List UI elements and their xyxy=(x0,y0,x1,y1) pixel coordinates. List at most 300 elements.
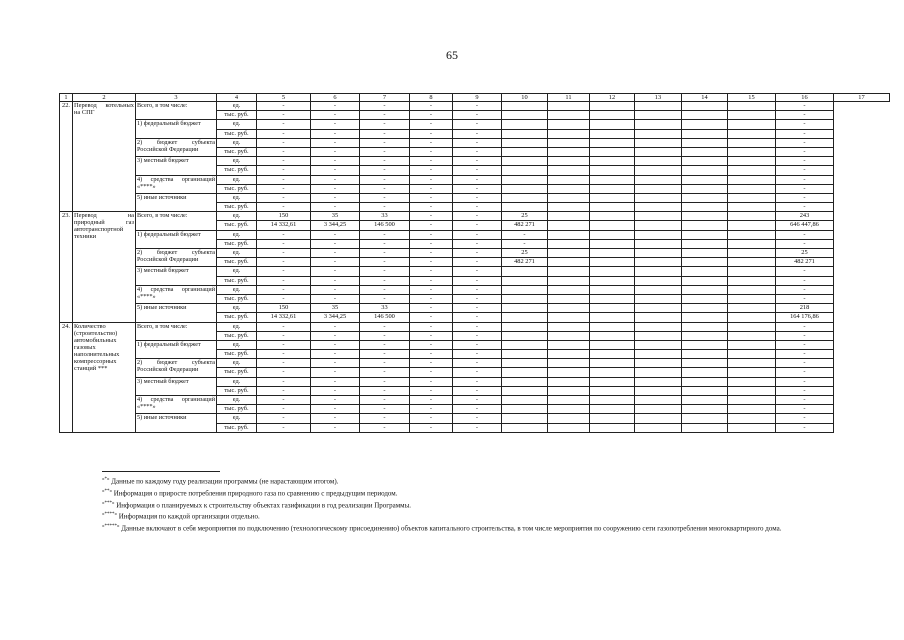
unit-cell: ед. xyxy=(217,396,257,405)
value-cell xyxy=(635,221,682,230)
value-cell: - xyxy=(360,294,410,303)
value-cell xyxy=(728,414,776,423)
value-cell: - xyxy=(410,368,453,377)
value-cell: - xyxy=(776,239,834,248)
value-cell: - xyxy=(776,111,834,120)
value-cell xyxy=(635,147,682,156)
funding-source-cell: 1) федеральный бюджет xyxy=(136,340,217,358)
value-cell: - xyxy=(257,157,311,166)
value-cell xyxy=(548,111,590,120)
value-cell: - xyxy=(257,414,311,423)
value-cell xyxy=(635,267,682,276)
value-cell: - xyxy=(360,184,410,193)
value-cell: 243 xyxy=(776,212,834,221)
table-row xyxy=(60,304,890,313)
value-cell xyxy=(502,368,548,377)
table-row xyxy=(60,230,890,239)
value-cell: - xyxy=(257,166,311,175)
value-cell: - xyxy=(776,386,834,395)
section-number-cell: 24. xyxy=(60,322,73,432)
footnote xyxy=(62,475,842,487)
value-cell: - xyxy=(453,157,502,166)
value-cell: - xyxy=(410,267,453,276)
value-cell xyxy=(682,276,728,285)
value-cell xyxy=(682,129,728,138)
value-cell: - xyxy=(257,294,311,303)
value-cell: - xyxy=(410,258,453,267)
unit-cell: тыс. руб. xyxy=(217,294,257,303)
value-cell xyxy=(548,285,590,294)
value-cell xyxy=(728,102,776,111)
value-cell xyxy=(728,313,776,322)
value-cell xyxy=(590,276,635,285)
value-cell xyxy=(682,414,728,423)
value-cell xyxy=(502,138,548,147)
value-cell: - xyxy=(360,368,410,377)
value-cell xyxy=(548,340,590,349)
value-cell xyxy=(635,313,682,322)
value-cell: - xyxy=(257,147,311,156)
value-cell: 14 332,61 xyxy=(257,221,311,230)
value-cell xyxy=(635,359,682,368)
value-cell xyxy=(548,294,590,303)
unit-cell: ед. xyxy=(217,322,257,331)
value-cell: - xyxy=(257,258,311,267)
value-cell xyxy=(635,340,682,349)
value-cell: - xyxy=(410,405,453,414)
value-cell xyxy=(548,313,590,322)
footnotes xyxy=(62,471,842,534)
value-cell xyxy=(502,350,548,359)
value-cell xyxy=(728,166,776,175)
unit-cell: тыс. руб. xyxy=(217,239,257,248)
funding-source-cell: 4) средства организаций «****» xyxy=(136,285,217,303)
value-cell xyxy=(728,267,776,276)
value-cell xyxy=(635,157,682,166)
value-cell xyxy=(590,138,635,147)
value-cell: - xyxy=(453,239,502,248)
value-cell: - xyxy=(776,377,834,386)
value-cell: - xyxy=(453,147,502,156)
value-cell xyxy=(590,129,635,138)
value-cell xyxy=(590,184,635,193)
value-cell: - xyxy=(453,129,502,138)
value-cell: - xyxy=(776,285,834,294)
value-cell xyxy=(728,120,776,129)
value-cell: - xyxy=(311,120,360,129)
value-cell xyxy=(682,386,728,395)
value-cell xyxy=(682,340,728,349)
value-cell: - xyxy=(453,175,502,184)
value-cell xyxy=(590,313,635,322)
unit-cell: ед. xyxy=(217,212,257,221)
value-cell: - xyxy=(257,276,311,285)
unit-cell: тыс. руб. xyxy=(217,258,257,267)
value-cell xyxy=(590,166,635,175)
value-cell: - xyxy=(453,249,502,258)
column-number-cell: 5 xyxy=(257,94,311,102)
table-row xyxy=(60,267,890,276)
value-cell xyxy=(548,102,590,111)
value-cell xyxy=(728,129,776,138)
value-cell xyxy=(590,368,635,377)
section-label-cell: Количество (строительство) автомобильных газовых наполнительных компрессорных станций *** xyxy=(73,322,136,432)
column-number-cell: 8 xyxy=(410,94,453,102)
footnote-text: Информация по каждой организации отдельно. xyxy=(118,512,260,521)
value-cell: - xyxy=(360,166,410,175)
value-cell xyxy=(548,322,590,331)
value-cell: - xyxy=(311,359,360,368)
value-cell xyxy=(548,129,590,138)
value-cell: - xyxy=(360,258,410,267)
unit-cell: ед. xyxy=(217,267,257,276)
unit-cell: тыс. руб. xyxy=(217,184,257,193)
unit-cell: тыс. руб. xyxy=(217,111,257,120)
table-row xyxy=(60,285,890,294)
value-cell xyxy=(590,423,635,432)
value-cell: - xyxy=(776,276,834,285)
value-cell: - xyxy=(311,175,360,184)
value-cell xyxy=(502,331,548,340)
value-cell xyxy=(502,340,548,349)
value-cell xyxy=(590,221,635,230)
value-cell xyxy=(635,212,682,221)
value-cell: - xyxy=(360,157,410,166)
value-cell xyxy=(502,102,548,111)
value-cell: 482 271 xyxy=(502,258,548,267)
value-cell: - xyxy=(257,340,311,349)
value-cell xyxy=(682,258,728,267)
footnote-text: Информация о приросте потребления природного газа по сравнению с предыдущим периодом. xyxy=(113,489,398,498)
funding-source-cell: 3) местный бюджет xyxy=(136,377,217,395)
value-cell: - xyxy=(257,386,311,395)
value-cell: - xyxy=(257,249,311,258)
value-cell: - xyxy=(453,405,502,414)
funding-source-cell: 4) средства организаций «****» xyxy=(136,175,217,193)
value-cell: 14 332,61 xyxy=(257,313,311,322)
value-cell: - xyxy=(776,193,834,202)
value-cell: - xyxy=(776,414,834,423)
value-cell xyxy=(682,239,728,248)
value-cell: - xyxy=(776,331,834,340)
column-number-cell: 12 xyxy=(590,94,635,102)
value-cell: - xyxy=(311,267,360,276)
value-cell: - xyxy=(257,193,311,202)
value-cell: - xyxy=(776,138,834,147)
value-cell xyxy=(590,294,635,303)
value-cell xyxy=(635,102,682,111)
unit-cell: тыс. руб. xyxy=(217,405,257,414)
value-cell: 35 xyxy=(311,212,360,221)
value-cell xyxy=(635,368,682,377)
unit-cell: тыс. руб. xyxy=(217,129,257,138)
section-number-cell: 23. xyxy=(60,212,73,322)
column-number-cell: 2 xyxy=(73,94,136,102)
unit-cell: тыс. руб. xyxy=(217,276,257,285)
value-cell xyxy=(728,193,776,202)
value-cell xyxy=(635,423,682,432)
footnote-mark: «*****» xyxy=(102,524,120,530)
value-cell: - xyxy=(410,203,453,212)
value-cell: - xyxy=(453,423,502,432)
value-cell: - xyxy=(410,230,453,239)
value-cell xyxy=(548,267,590,276)
value-cell: - xyxy=(311,276,360,285)
table-row xyxy=(60,157,890,166)
value-cell xyxy=(728,184,776,193)
value-cell xyxy=(728,331,776,340)
value-cell xyxy=(682,184,728,193)
value-cell: 150 xyxy=(257,212,311,221)
value-cell: 25 xyxy=(776,249,834,258)
value-cell: - xyxy=(360,350,410,359)
value-cell xyxy=(635,120,682,129)
funding-source-cell: Всего, в том числе: xyxy=(136,322,217,340)
value-cell: - xyxy=(776,166,834,175)
footnote-text: Данные по каждому году реализации программы (не нарастающим итогом). xyxy=(111,477,339,486)
value-cell: - xyxy=(776,230,834,239)
value-cell: - xyxy=(410,377,453,386)
value-cell: - xyxy=(776,120,834,129)
table-row xyxy=(60,120,890,129)
value-cell xyxy=(728,138,776,147)
value-cell xyxy=(682,331,728,340)
value-cell xyxy=(682,212,728,221)
value-cell: - xyxy=(410,294,453,303)
unit-cell: ед. xyxy=(217,157,257,166)
value-cell xyxy=(590,102,635,111)
value-cell xyxy=(635,294,682,303)
value-cell xyxy=(502,157,548,166)
value-cell xyxy=(682,249,728,258)
table-row xyxy=(60,175,890,184)
value-cell: - xyxy=(453,267,502,276)
value-cell: - xyxy=(776,350,834,359)
value-cell: 25 xyxy=(502,212,548,221)
value-cell: - xyxy=(410,331,453,340)
value-cell: - xyxy=(410,212,453,221)
table-row xyxy=(60,340,890,349)
value-cell: - xyxy=(360,129,410,138)
table-row xyxy=(60,414,890,423)
value-cell: - xyxy=(311,193,360,202)
value-cell: - xyxy=(311,294,360,303)
column-number-cell: 4 xyxy=(217,94,257,102)
value-cell: - xyxy=(776,147,834,156)
value-cell: - xyxy=(360,285,410,294)
value-cell xyxy=(728,157,776,166)
value-cell xyxy=(728,340,776,349)
unit-cell: тыс. руб. xyxy=(217,203,257,212)
column-number-row xyxy=(60,94,890,102)
value-cell: - xyxy=(257,175,311,184)
value-cell xyxy=(502,313,548,322)
unit-cell: тыс. руб. xyxy=(217,423,257,432)
unit-cell: тыс. руб. xyxy=(217,166,257,175)
value-cell: 33 xyxy=(360,304,410,313)
value-cell: - xyxy=(311,138,360,147)
value-cell xyxy=(502,184,548,193)
value-cell: - xyxy=(360,111,410,120)
value-cell xyxy=(590,175,635,184)
value-cell xyxy=(728,377,776,386)
column-number-cell: 9 xyxy=(453,94,502,102)
value-cell: - xyxy=(311,157,360,166)
value-cell xyxy=(590,157,635,166)
table-row xyxy=(60,249,890,258)
funding-source-cell: 2) бюджет субъекта Российской Федерации xyxy=(136,138,217,156)
value-cell: - xyxy=(410,313,453,322)
unit-cell: тыс. руб. xyxy=(217,386,257,395)
value-cell: - xyxy=(311,147,360,156)
value-cell: - xyxy=(311,386,360,395)
value-cell xyxy=(635,138,682,147)
section-number-cell: 22. xyxy=(60,102,73,212)
column-number-cell: 13 xyxy=(635,94,682,102)
value-cell xyxy=(728,258,776,267)
value-cell: - xyxy=(410,285,453,294)
value-cell xyxy=(548,230,590,239)
value-cell xyxy=(502,294,548,303)
value-cell xyxy=(548,193,590,202)
value-cell xyxy=(728,294,776,303)
value-cell: - xyxy=(257,350,311,359)
column-number-cell: 14 xyxy=(682,94,728,102)
table-body xyxy=(60,94,890,433)
value-cell xyxy=(548,386,590,395)
footnote-mark: «****» xyxy=(102,512,117,518)
value-cell xyxy=(635,258,682,267)
value-cell: - xyxy=(453,221,502,230)
value-cell xyxy=(590,386,635,395)
value-cell xyxy=(682,138,728,147)
unit-cell: ед. xyxy=(217,249,257,258)
funding-source-cell: 2) бюджет субъекта Российской Федерации xyxy=(136,359,217,377)
value-cell: - xyxy=(311,230,360,239)
value-cell xyxy=(728,221,776,230)
funding-source-cell: 5) иные источники xyxy=(136,414,217,432)
value-cell xyxy=(682,313,728,322)
value-cell xyxy=(635,249,682,258)
value-cell xyxy=(548,175,590,184)
value-cell: 3 344,25 xyxy=(311,313,360,322)
unit-cell: ед. xyxy=(217,193,257,202)
value-cell xyxy=(635,405,682,414)
value-cell: - xyxy=(453,414,502,423)
value-cell: - xyxy=(453,230,502,239)
value-cell: 33 xyxy=(360,212,410,221)
value-cell: - xyxy=(410,138,453,147)
value-cell xyxy=(502,111,548,120)
value-cell xyxy=(682,120,728,129)
value-cell xyxy=(682,157,728,166)
value-cell xyxy=(728,249,776,258)
funding-source-cell: 5) иные источники xyxy=(136,304,217,322)
footnote xyxy=(62,510,842,522)
table-row xyxy=(60,322,890,331)
value-cell: - xyxy=(311,111,360,120)
value-cell: - xyxy=(360,276,410,285)
value-cell xyxy=(502,120,548,129)
value-cell: - xyxy=(311,285,360,294)
value-cell xyxy=(682,267,728,276)
value-cell: - xyxy=(410,184,453,193)
value-cell: - xyxy=(453,359,502,368)
value-cell xyxy=(548,414,590,423)
value-cell: - xyxy=(257,322,311,331)
value-cell: - xyxy=(453,368,502,377)
value-cell xyxy=(548,396,590,405)
value-cell: - xyxy=(453,166,502,175)
value-cell xyxy=(635,377,682,386)
value-cell xyxy=(635,322,682,331)
value-cell: - xyxy=(257,184,311,193)
value-cell xyxy=(590,230,635,239)
value-cell xyxy=(635,166,682,175)
value-cell xyxy=(590,414,635,423)
value-cell xyxy=(635,285,682,294)
value-cell: - xyxy=(453,120,502,129)
value-cell xyxy=(682,423,728,432)
table-row xyxy=(60,377,890,386)
value-cell xyxy=(682,396,728,405)
unit-cell: ед. xyxy=(217,102,257,111)
value-cell: - xyxy=(360,386,410,395)
value-cell xyxy=(682,294,728,303)
value-cell: - xyxy=(776,129,834,138)
unit-cell: тыс. руб. xyxy=(217,350,257,359)
value-cell: - xyxy=(311,414,360,423)
value-cell xyxy=(635,230,682,239)
value-cell xyxy=(502,175,548,184)
value-cell xyxy=(548,368,590,377)
value-cell xyxy=(548,377,590,386)
value-cell xyxy=(682,203,728,212)
value-cell xyxy=(548,184,590,193)
value-cell xyxy=(590,350,635,359)
value-cell xyxy=(682,147,728,156)
value-cell: 146 500 xyxy=(360,313,410,322)
value-cell: - xyxy=(453,331,502,340)
value-cell: - xyxy=(776,184,834,193)
value-cell xyxy=(728,239,776,248)
value-cell xyxy=(590,377,635,386)
value-cell xyxy=(590,193,635,202)
value-cell: - xyxy=(453,138,502,147)
value-cell: 218 xyxy=(776,304,834,313)
value-cell xyxy=(590,267,635,276)
value-cell: - xyxy=(453,386,502,395)
value-cell: - xyxy=(311,102,360,111)
value-cell: - xyxy=(360,322,410,331)
value-cell xyxy=(635,331,682,340)
unit-cell: ед. xyxy=(217,120,257,129)
value-cell xyxy=(502,304,548,313)
column-number-cell: 3 xyxy=(136,94,217,102)
funding-source-cell: 2) бюджет субъекта Российской Федерации xyxy=(136,249,217,267)
value-cell xyxy=(682,350,728,359)
value-cell xyxy=(728,405,776,414)
value-cell: - xyxy=(776,157,834,166)
value-cell: - xyxy=(453,340,502,349)
funding-source-cell: 4) средства организаций «****» xyxy=(136,396,217,414)
page-number: 65 xyxy=(446,48,458,62)
value-cell: - xyxy=(311,405,360,414)
value-cell xyxy=(548,423,590,432)
column-number-cell: 11 xyxy=(548,94,590,102)
unit-cell: тыс. руб. xyxy=(217,221,257,230)
value-cell xyxy=(502,129,548,138)
